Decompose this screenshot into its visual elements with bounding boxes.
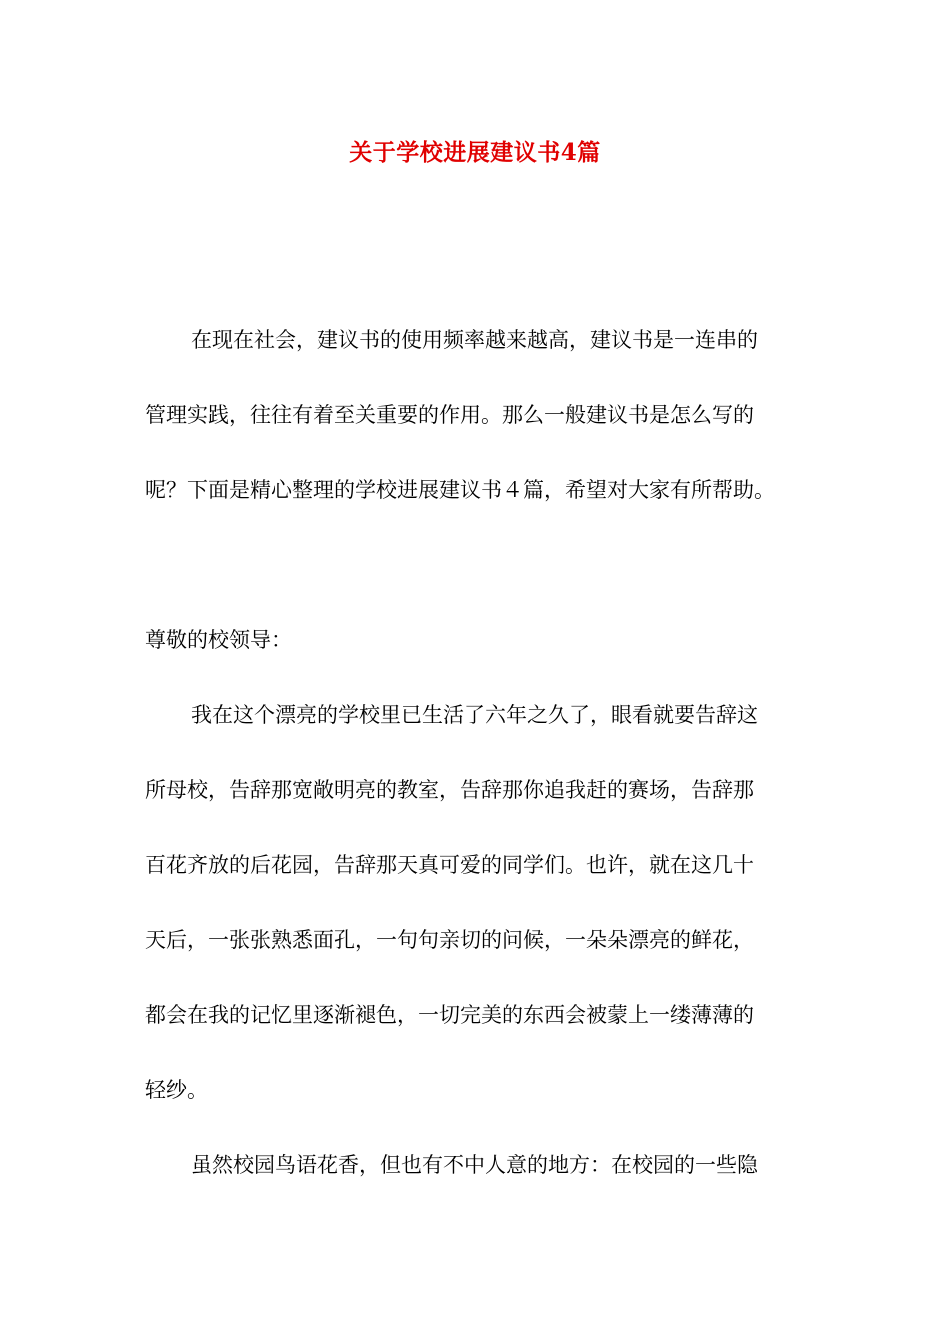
body-line-2: 所母校，告辞那宽敞明亮的教室，告辞那你追我赶的赛场，告辞那: [145, 778, 754, 802]
intro-line-1: 在现在社会，建议书的使用频率越来越高，建议书是一连串的: [191, 328, 758, 352]
document-title: 关于学校进展建议书4篇: [349, 139, 601, 166]
salutation: 尊敬的校领导：: [145, 628, 292, 652]
body-line-1: 我在这个漂亮的学校里已生活了六年之久了，眼看就要告辞这: [191, 703, 758, 727]
intro-line-3: 呢？下面是精心整理的学校进展建议书４篇，希望对大家有所帮助。: [145, 478, 775, 502]
body-line-7: 虽然校园鸟语花香，但也有不中人意的地方：在校园的一些隐: [191, 1153, 758, 1177]
body-line-5: 都会在我的记忆里逐渐褪色，一切完美的东西会被蒙上一缕薄薄的: [145, 1003, 754, 1027]
body-line-3: 百花齐放的后花园，告辞那天真可爱的同学们。也许，就在这几十: [145, 853, 754, 877]
body-line-6: 轻纱。: [145, 1078, 208, 1102]
intro-line-2: 管理实践，往往有着至关重要的作用。那么一般建议书是怎么写的: [145, 403, 754, 427]
body-line-4: 天后，一张张熟悉面孔，一句句亲切的问候，一朵朵漂亮的鲜花，: [145, 928, 754, 952]
